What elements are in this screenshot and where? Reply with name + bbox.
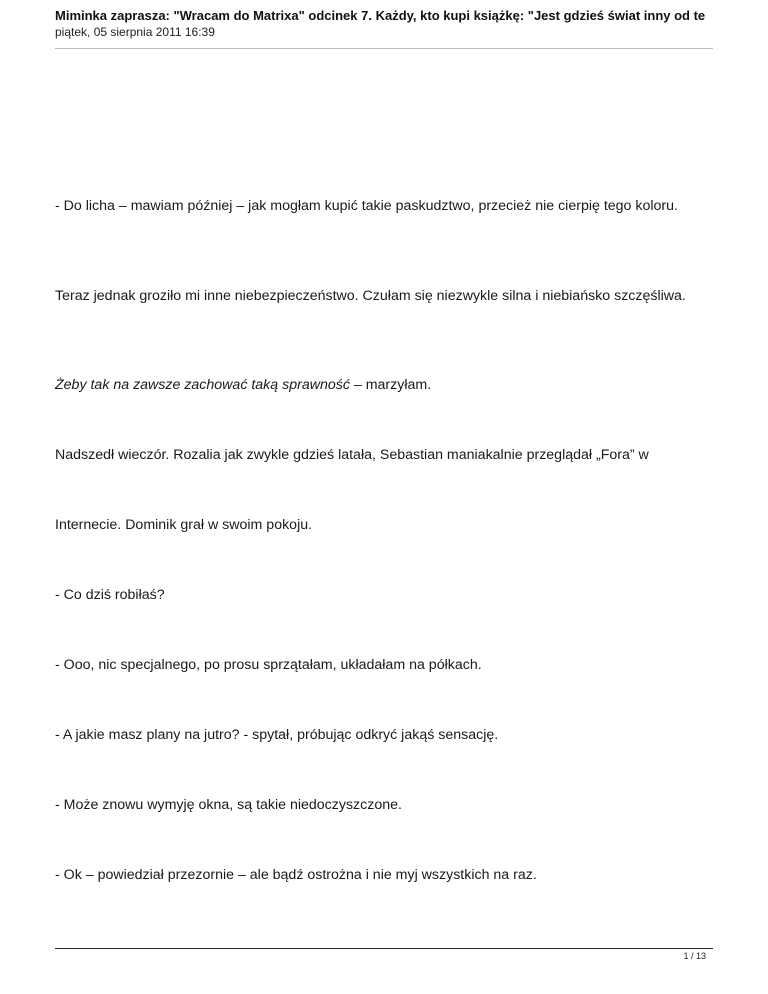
paragraph-3-rest: – marzyłam. <box>349 377 432 393</box>
paragraph-3 <box>55 376 713 394</box>
page-number: 1 / 13 <box>683 951 706 961</box>
paragraph-5: Internecie. Dominik grał w swoim pokoju. <box>55 517 313 533</box>
header-divider <box>55 48 713 49</box>
paragraph-6: - Co dziś robiłaś? <box>55 587 165 603</box>
paragraph-8: - A jakie masz plany na jutro? - spytał, próbując odkryć jakąś sensację. <box>55 727 499 743</box>
paragraph-1: - Do licha – mawiam później – jak mogłam kupić takie paskudztwo, przecież nie cierpię tego koloru. <box>55 198 678 214</box>
paragraph-10: - Ok – powiedział przezornie – ale bądź ostrożna i nie myj wszystkich na raz. <box>55 867 537 883</box>
paragraph-9: - Może znowu wymyję okna, są takie niedoczyszczone. <box>55 797 402 813</box>
paragraph-2: Teraz jednak groziło mi inne niebezpieczeństwo. Czułam się niezwykle silna i niebiańsko szczęśliwa. <box>55 288 686 304</box>
footer-divider <box>55 948 713 949</box>
page-header <box>55 8 768 40</box>
article-date: piątek, 05 sierpnia 2011 16:39 <box>55 25 215 39</box>
paragraph-3-italic: Żeby tak na zawsze zachować taką sprawność <box>55 377 350 393</box>
article-title: Miminka zaprasza: "Wracam do Matrixa" odcinek 7. Każdy, kto kupi książkę: "Jest gdzieś świat inny od te <box>55 8 706 23</box>
paragraph-7: - Ooo, nic specjalnego, po prosu sprzątałam, układałam na półkach. <box>55 657 482 673</box>
paragraph-4: Nadszedł wieczór. Rozalia jak zwykle gdzieś latała, Sebastian maniakalnie przeglądał „Fora” w <box>55 447 649 463</box>
